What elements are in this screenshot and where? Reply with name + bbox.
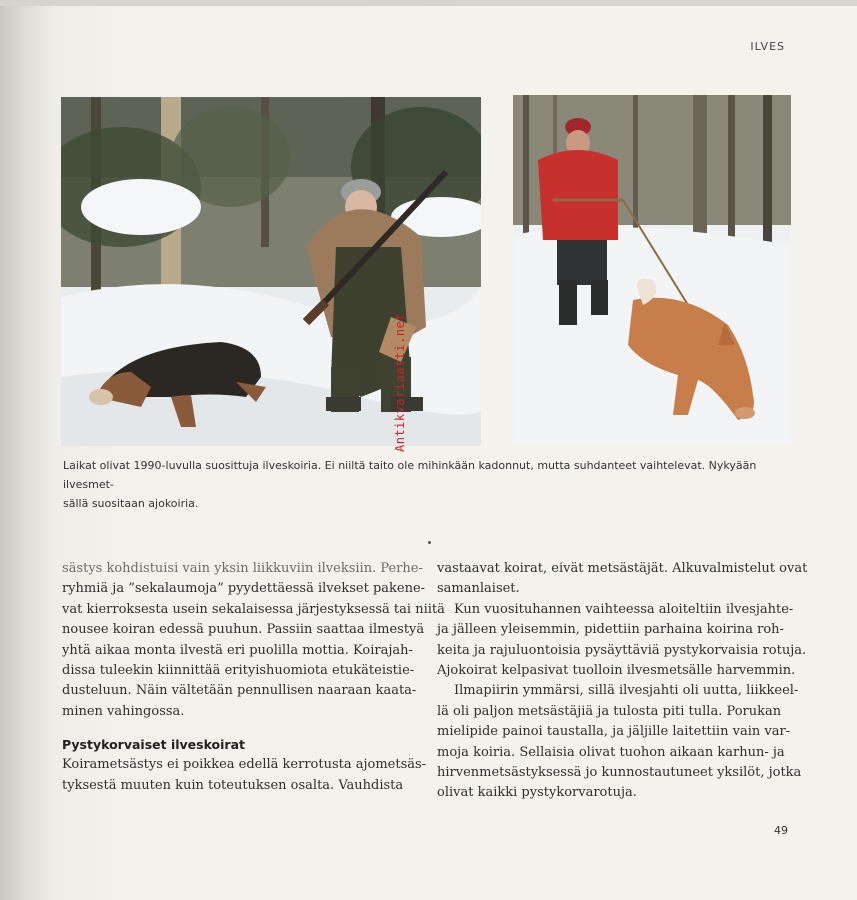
text-line: nousee koiran edessä puuhun. Passiin saattaa ilmestyä [62,622,425,638]
text-line: dusteluun. Näin vältetään pennullisen naaraan kaata- [62,683,417,699]
photo-hunter-with-laika [513,95,791,444]
text-line: minen vahingossa. [62,703,185,719]
running-head: ILVES [750,40,785,53]
text-line: Koirametsästys ei poikkea edellä kerrotusta ajometsäs- [62,757,427,773]
text-line: tyksestä muuten kuin toteutuksen osalta. Vauhdista [62,777,404,793]
paragraph [62,755,427,796]
page-number: 49 [774,824,788,837]
photo-hunter-with-hound-image [61,97,481,446]
text-line: sästys kohdistuisi vain yksin liikkuviin ilveksiin. Perhe- [62,561,423,576]
text-line: keita ja rajuluontoisia pysäyttäviä pystykorvaisia rotuja. [437,642,807,658]
section-heading: Pystykorvaiset ilveskoirat [62,737,246,753]
page-top-edge [0,0,857,6]
paragraph [437,681,802,803]
caption-line-2: sällä suositaan ajokoiria. [63,497,199,510]
paragraph [62,559,445,722]
caption-line-1: Laikat olivat 1990-luvulla suosittuja ilveskoiria. Ei niiltä taito ole mihinkään kadonnut, mutta suhdanteet vaihtelevat. Nykyään ilvesmet- [63,459,757,491]
text-line: olivat kaikki pystykorvarotuja. [437,785,637,801]
text-line: vastaavat koirat, eivät metsästäjät. Alkuvalmistelut ovat [437,561,808,576]
text-line: yhtä aikaa monta ilvestä eri puolilla mottia. Koirajah- [62,642,413,658]
text-line: hirvenmetsästyksessä jo kunnostautuneet yksilöt, jotka [437,765,802,781]
photo-hunter-with-hound [61,97,481,446]
text-column-left [62,559,445,796]
text-line: lä oli paljon metsästäjiä ja tulosta piti tulla. Porukan [437,703,782,719]
text-line: ja jälleen yleisemmin, pidettiin parhaina koirina roh- [437,622,784,638]
text-line: Ilmapiirin ymmärsi, sillä ilvesjahti oli uutta, liikkeel- [454,683,799,699]
text-line: dissa tuleekin kiinnittää erityishuomiota etukäteistie- [62,663,415,679]
text-line: Kun vuosituhannen vaihteessa aloiteltiin ilvesjahte- [454,601,794,617]
text-line: ryhmiä ja ”sekalaumoja” pyydettäessä ilvekset pakene- [62,581,426,597]
paragraph [437,600,807,682]
photo-caption [63,456,793,513]
text-column-right [437,559,808,804]
paragraph [437,559,808,600]
text-line: mielipide painoi taustalla, ja jäljille laitettiin vain var- [437,724,791,740]
text-line: vat kierroksesta usein sekalaisessa järjestyksessä tai niitä [62,601,445,617]
text-line: moja koiria. Sellaisia olivat tuohon aikaan karhun- ja [437,744,785,760]
text-line: samanlaiset. [437,581,520,597]
watermark-text: Antikvariaatti.net [393,312,407,452]
print-speck [428,541,431,544]
photo-hunter-with-laika-image [513,95,791,444]
text-line: Ajokoirat kelpasivat tuolloin ilvesmetsälle harvemmin. [437,663,796,679]
